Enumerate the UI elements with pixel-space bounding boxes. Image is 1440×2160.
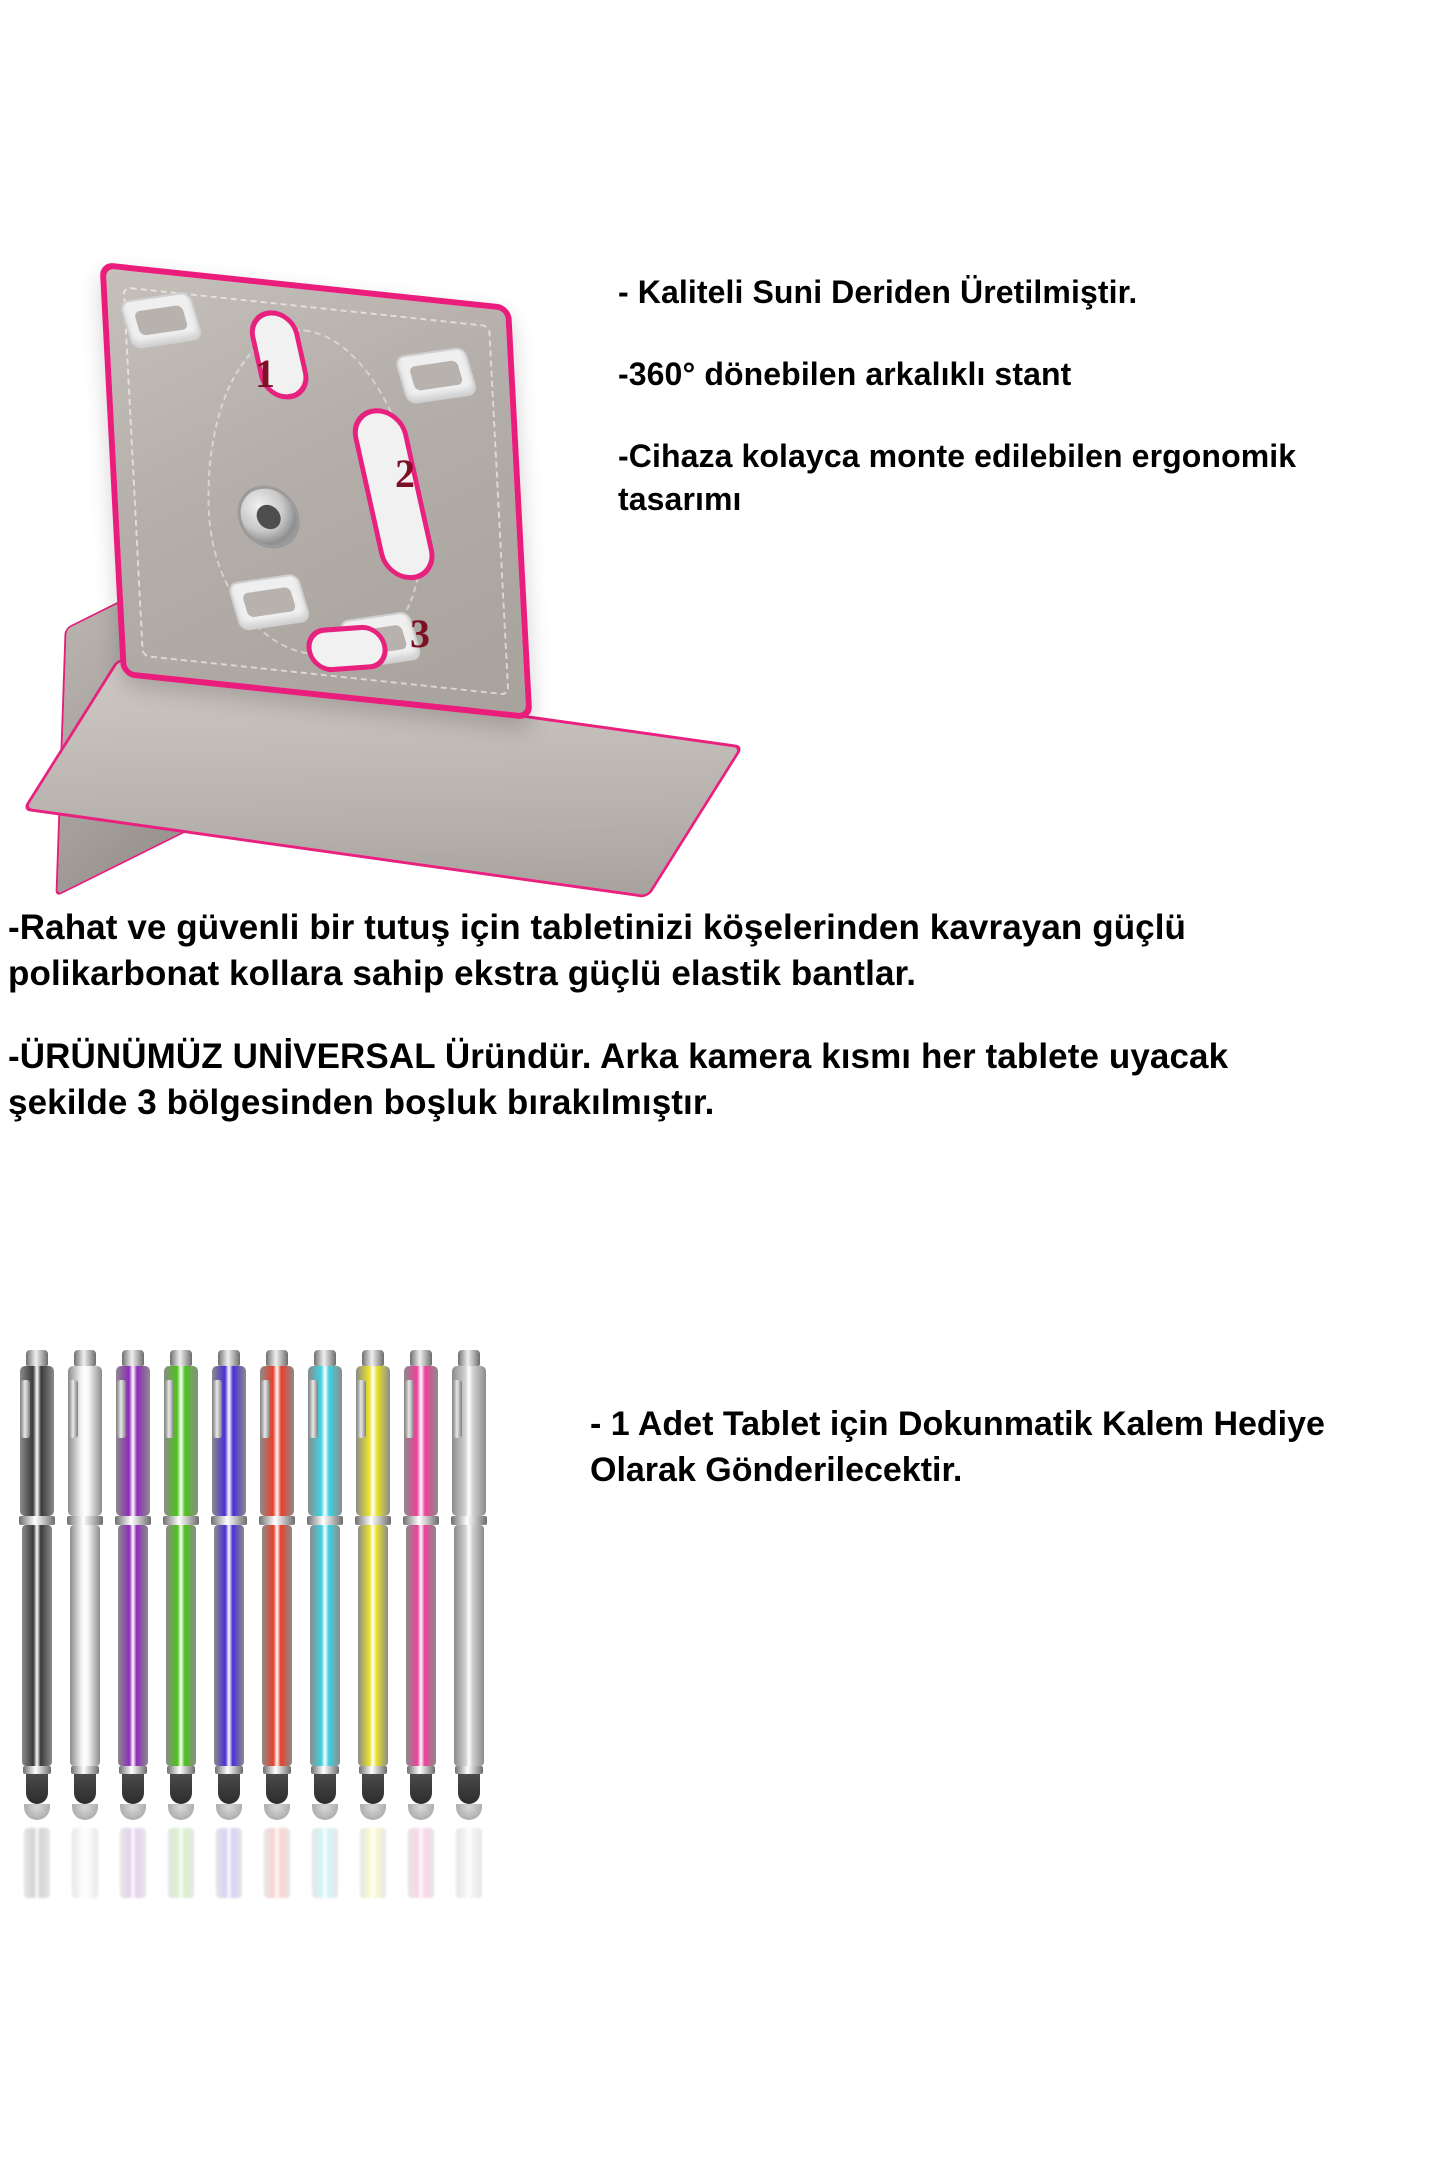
pen-barrel xyxy=(262,1525,292,1766)
pen-lower-ring xyxy=(311,1766,339,1774)
pen-clip-icon xyxy=(69,1380,78,1438)
callout-number-2: 2 xyxy=(395,451,415,496)
pen-lower-ring xyxy=(455,1766,483,1774)
pen-nib xyxy=(120,1804,146,1820)
pen-clip-icon xyxy=(261,1380,270,1438)
pen-lower-ring xyxy=(23,1766,51,1774)
pen-reflection xyxy=(216,1828,242,1898)
pen-barrel xyxy=(214,1525,244,1766)
feature-item: - Kaliteli Suni Deriden Üretilmiştir. xyxy=(618,274,1138,310)
pen-clip-icon xyxy=(405,1380,414,1438)
pen-reflection xyxy=(24,1828,50,1898)
pen-nib xyxy=(264,1804,290,1820)
pen-nib xyxy=(456,1804,482,1820)
pen-reflection xyxy=(408,1828,434,1898)
pen-cap-top xyxy=(266,1350,288,1366)
pen-reflection xyxy=(312,1828,338,1898)
gift-note-text: - 1 Adet Tablet için Dokunmatik Kalem Hediye Olarak Gönderilecektir. xyxy=(590,1405,1325,1489)
pen-clip-icon xyxy=(117,1380,126,1438)
pen-barrel xyxy=(118,1525,148,1766)
stylus-gift-section xyxy=(0,1330,1440,1950)
paragraph-elastic-bands: -Rahat ve güvenli bir tutuş için tabletinizi köşelerinden kavrayan güçlü polikarbonat kollara sahip ekstra güçlü elastik bantlar. xyxy=(8,908,1187,993)
stylus-pen xyxy=(114,1350,152,1820)
pen-lower-ring xyxy=(167,1766,195,1774)
pen-cap-top xyxy=(458,1350,480,1366)
pen-clip-icon xyxy=(309,1380,318,1438)
stylus-pen xyxy=(66,1350,104,1820)
pen-lower-ring xyxy=(215,1766,243,1774)
pen-barrel xyxy=(166,1525,196,1766)
callout-number-3: 3 xyxy=(410,611,430,656)
pen-nib xyxy=(24,1804,50,1820)
stylus-pen xyxy=(258,1350,296,1820)
pen-barrel xyxy=(406,1525,436,1766)
pen-cap-top xyxy=(410,1350,432,1366)
pen-ring xyxy=(115,1516,151,1525)
pen-cap-top xyxy=(122,1350,144,1366)
stylus-pens-image xyxy=(18,1350,578,1910)
pen-tip xyxy=(314,1774,336,1804)
pen-clip-icon xyxy=(165,1380,174,1438)
pen-cap-top xyxy=(314,1350,336,1366)
description-paragraphs xyxy=(8,905,1338,1163)
pen-lower-ring xyxy=(71,1766,99,1774)
feature-item: -360° dönebilen arkalıklı stant xyxy=(618,356,1072,393)
pen-clip-icon xyxy=(213,1380,222,1438)
pen-ring xyxy=(355,1516,391,1525)
pen-tip xyxy=(458,1774,480,1804)
pen-ring xyxy=(451,1516,487,1525)
pen-ring xyxy=(259,1516,295,1525)
pen-cap-top xyxy=(362,1350,384,1366)
pen-barrel xyxy=(454,1525,484,1766)
pen-cap-top xyxy=(218,1350,240,1366)
pen-tip xyxy=(170,1774,192,1804)
pen-nib xyxy=(72,1804,98,1820)
pen-ring xyxy=(163,1516,199,1525)
corner-clip-icon xyxy=(227,573,312,632)
corner-clip-icon xyxy=(394,346,479,405)
callout-number-1: 1 xyxy=(255,351,275,396)
pen-tip xyxy=(26,1774,48,1804)
pen-barrel xyxy=(70,1525,100,1766)
stylus-pen xyxy=(402,1350,440,1820)
pen-reflection xyxy=(168,1828,194,1898)
pen-tip xyxy=(410,1774,432,1804)
pen-nib xyxy=(408,1804,434,1820)
stylus-pen xyxy=(210,1350,248,1820)
pen-clip-icon xyxy=(357,1380,366,1438)
pen-ring xyxy=(403,1516,439,1525)
stylus-pen xyxy=(162,1350,200,1820)
pen-ring xyxy=(67,1516,103,1525)
pen-clip-icon xyxy=(21,1380,30,1438)
case-main-panel xyxy=(100,262,533,720)
pen-reflection xyxy=(456,1828,482,1898)
pen-lower-ring xyxy=(119,1766,147,1774)
pen-barrel xyxy=(358,1525,388,1766)
pen-lower-ring xyxy=(263,1766,291,1774)
case-feature-section xyxy=(0,255,1440,915)
corner-clip-icon xyxy=(119,291,204,350)
pen-tip xyxy=(266,1774,288,1804)
camera-slot-3 xyxy=(302,623,392,673)
pen-reflection xyxy=(120,1828,146,1898)
pen-clip-icon xyxy=(453,1380,462,1438)
pen-ring xyxy=(211,1516,247,1525)
pen-nib xyxy=(360,1804,386,1820)
pen-tip xyxy=(362,1774,384,1804)
pen-reflection xyxy=(360,1828,386,1898)
stylus-pen xyxy=(18,1350,56,1820)
pen-nib xyxy=(168,1804,194,1820)
pen-ring xyxy=(19,1516,55,1525)
stylus-pen xyxy=(450,1350,488,1820)
paragraph-universal-fit: -ÜRÜNÜMÜZ UNİVERSAL Üründür. Arka kamera kısmı her tablete uyacak şekilde 3 bölgesinden boşluk bırakılmıştır. xyxy=(8,1037,1229,1122)
pen-tip xyxy=(218,1774,240,1804)
pen-barrel xyxy=(22,1525,52,1766)
pen-lower-ring xyxy=(359,1766,387,1774)
pen-barrel xyxy=(310,1525,340,1766)
stylus-pen xyxy=(354,1350,392,1820)
pen-ring xyxy=(307,1516,343,1525)
feature-item: -Cihaza kolayca monte edilebilen ergonomik tasarımı xyxy=(618,438,1297,517)
pen-cap-top xyxy=(26,1350,48,1366)
pen-tip xyxy=(74,1774,96,1804)
stylus-pen xyxy=(306,1350,344,1820)
pen-reflection xyxy=(72,1828,98,1898)
feature-list xyxy=(578,271,1428,560)
pen-nib xyxy=(216,1804,242,1820)
pen-tip xyxy=(122,1774,144,1804)
pen-cap-top xyxy=(74,1350,96,1366)
pen-lower-ring xyxy=(407,1766,435,1774)
pen-reflection xyxy=(264,1828,290,1898)
pen-cap-top xyxy=(170,1350,192,1366)
pen-nib xyxy=(312,1804,338,1820)
